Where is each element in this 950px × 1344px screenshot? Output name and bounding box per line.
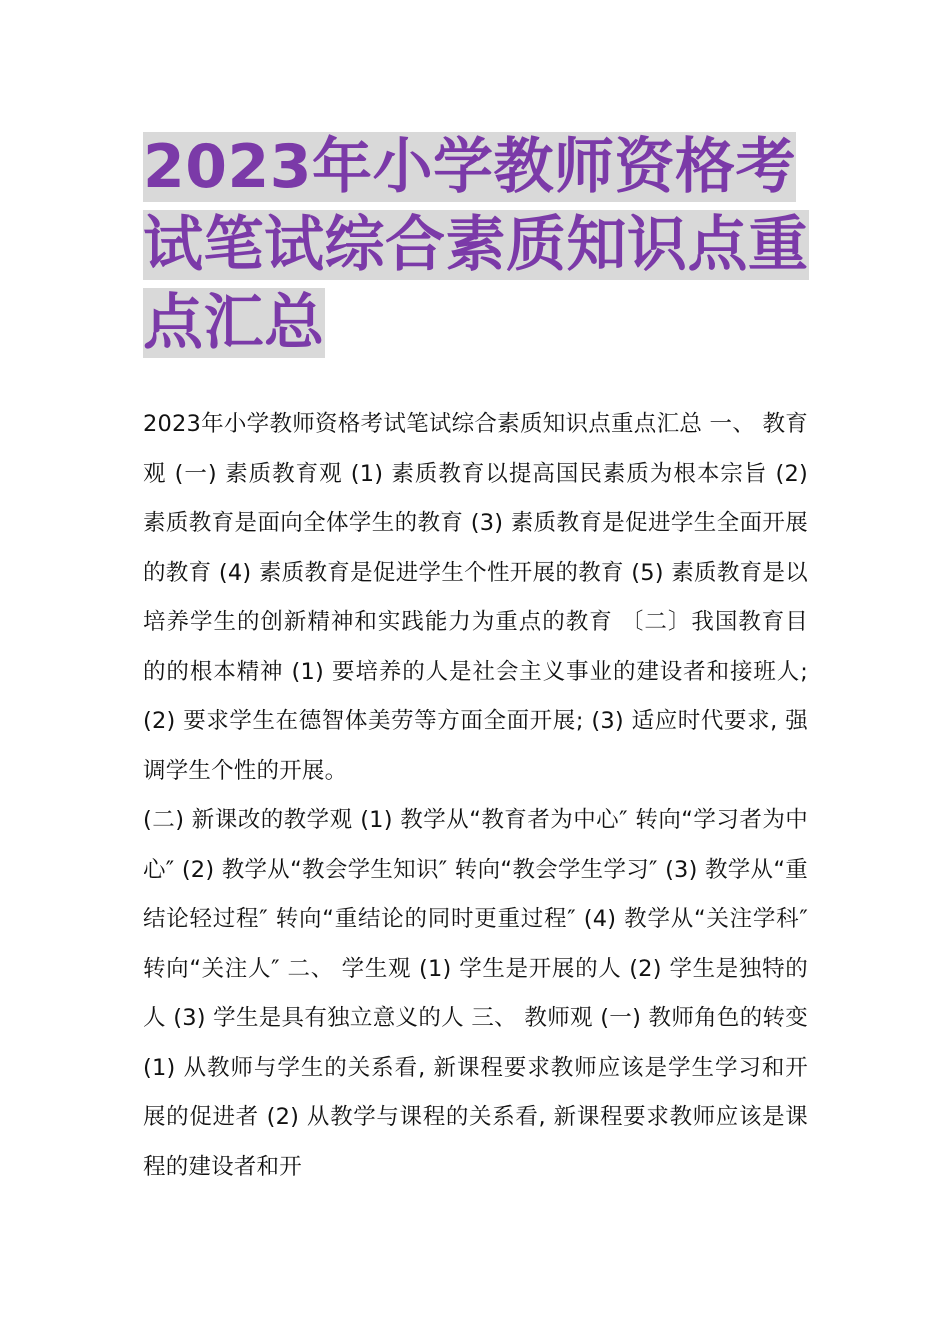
body-paragraph-2: (二) 新课改的教学观 (1) 教学从“教育者为中心″ 转向“学习者为中心″ (2) 教学从“教会学生知识″ 转向“教会学生学习″ (3) 教学从“重结论轻过程″ 转向“重结论的同时更重过程″ (4) 教学从“关注学科″ 转向“关注人″ 二、 学生观 (1) 学生是开展的人 (2) 学生是独特的人 (3) 学生是具有独立意义的人 三、 教师观 (一) 教师角色的转变 (1) 从教师与学生的关系看, 新课程要求教师应该是学生学习和开展的促进者 (2) 从教学与课程的关系看, 新课程要求教师应该是课程的建设者和开 — [143, 807, 808, 1180]
document-title — [143, 128, 813, 362]
body-paragraph-1: 2023年小学教师资格考试笔试综合素质知识点重点汇总 一、 教育观 (一) 素质教育观 (1) 素质教育以提高国民素质为根本宗旨 (2) 素质教育是面向全体学生的教育 (3) 素质教育是促进学生全面开展的教育 (4) 素质教育是促进学生个性开展的教育 (5) 素质教育是以培养学生的创新精神和实践能力为重点的教育 〔二〕我国教育目的的根本精神 (1) 要培养的人是社会主义事业的建设者和接班人; (2) 要求学生在德智体美劳等方面全面开展; (3) 适应时代要求, 强调学生个性的开展。 — [143, 411, 808, 784]
document-body — [143, 400, 808, 1192]
document-title-text: 2023年小学教师资格考试笔试综合素质知识点重点汇总 — [143, 132, 809, 358]
